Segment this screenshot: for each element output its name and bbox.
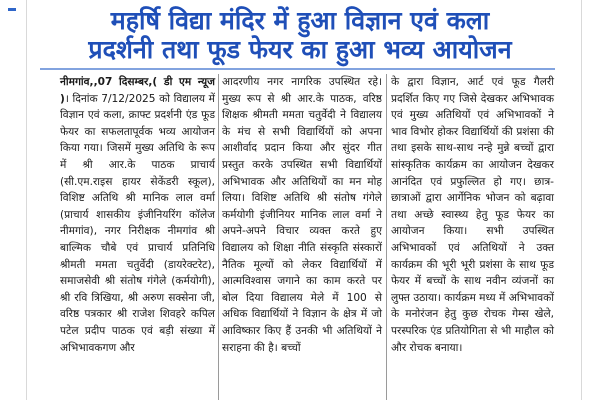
headline-line-1: महर्षि विद्या मंदिर में हुआ विज्ञान एवं कला [110,6,490,35]
column-divider-2 [386,74,387,400]
headline-rule [40,68,555,70]
column-1-text [60,74,215,356]
dateline: नीमगांव,,07 दिसम्बर,( डी एम न्यूज ) [60,76,215,105]
column-divider-1 [218,74,219,400]
column-3-body: के द्वारा विज्ञान, आर्ट एवं फूड गैलरी प्रदर्शित किए गए जिसे देखकर अभिभावक एवं मुख्य अतिथियों एवं अभिभावकों ने भाव विभोर होकर विद्यार्थियों की प्रशंसा की तथा इसके साथ-साथ नन्हे मुन्ने बच्चों द्वारा सांस्कृतिक कार्यक्रम का आयोजन देखकर आनंदित एवं प्रफुल्लित हो गए। छात्र-छात्राओं द्वारा आर्गेनिक भोजन को बढ़ावा तथा अच्छे स्वास्थ्य हेतु फूड फेयर का आयोजन किया। सभी उपस्थित अभिभावकों एवं अतिथियों ने उक्त कार्यक्रम की भूरी भूरी प्रशंसा के साथ फूड फेयर में बच्चों के साथ नवीन व्यंजनों का लुफ्त उठाया। कार्यक्रम मध्य में अभिभावकों के मनोरंजन हेतु कुछ रोचक गेम्स खेले, परस्परिक एंड प्रतियोगिता से भी माहौल को और रोचक बनाया। [391,76,554,354]
column-2-body: आदरणीय नगर नागरिक उपस्थित रहे। मुख्य रूप से श्री आर.के पाठक, वरिष्ठ शिक्षक श्रीमती ममता चतुर्वेदी ने विद्यालय के मंच से सभी विद्यार्थियों को अपना आशीर्वाद प्रदान किया और सुंदर गीत प्रस्तुत करके उपस्थित सभी विद्यार्थियों अभिभावक और अतिथियों का मन मोह लिया। विशिष्ट अतिथि श्री संतोष गंगेले कर्मयोगी इंजीनियर मानिक लाल वर्मा ने अपने-अपने विचार व्यक्त करते हुए विद्यालय को शिक्षा नीति संस्कृति संस्कारों नैतिक मूल्यों को लेकर विद्यार्थियों में आत्मविश्वास जगाने का काम करते पर बोल दिया विद्यालय मेले में 100 से अधिक विद्यार्थियों ने विज्ञान के क्षेत्र में जो आविष्कार किए हैं उनकी भी अतिथियों ने सराहना की है। बच्चों [222,76,382,354]
article-column-1 [60,74,215,356]
right-margin-strip [581,0,600,400]
margin-rule-mark [8,8,16,11]
headline-line-2: प्रदर्शनी तथा फूड फेयर का हुआ भव्य आयोजन [88,35,512,64]
column-1-body: । दिनांक 7/12/2025 को विद्यालय में विज्ञान एवं कला, क्राफ्ट प्रदर्शनी एंड फूड फेयर का सफलतापूर्वक भव्य आयोजन किया गया। जिसमें मुख्य अतिथि के रूप में श्री आर.के पाठक प्राचार्य (सी.एम.राइस हायर सेकेंडरी स्कूल), विशिष्ट अतिथि श्री मानिक लाल वर्मा (प्राचार्य शासकीय इंजीनियरिंग कॉलेज नीमगांव), नगर निरीक्षक नीमगांव श्री बाल्मिक चौबे एवं प्राचार्य प्रतिनिधि श्रीमती ममता चतुर्वेदी (डायरेक्टरेट), समाजसेवी श्री संतोष गंगेले (कर्मयोगी), श्री रवि त्रिखिया, श्री अरुण सक्सेना जी, वरिष्ठ पत्रकार श्री राजेश शिवहरे कपिल पटेल प्रदीप पाठक एवं बड़ी संख्या में अभिभावकगण और [60,92,215,354]
left-margin-strip [0,0,27,400]
article-headline [40,6,560,66]
article-column-3 [391,74,554,356]
article-column-2 [222,74,382,356]
